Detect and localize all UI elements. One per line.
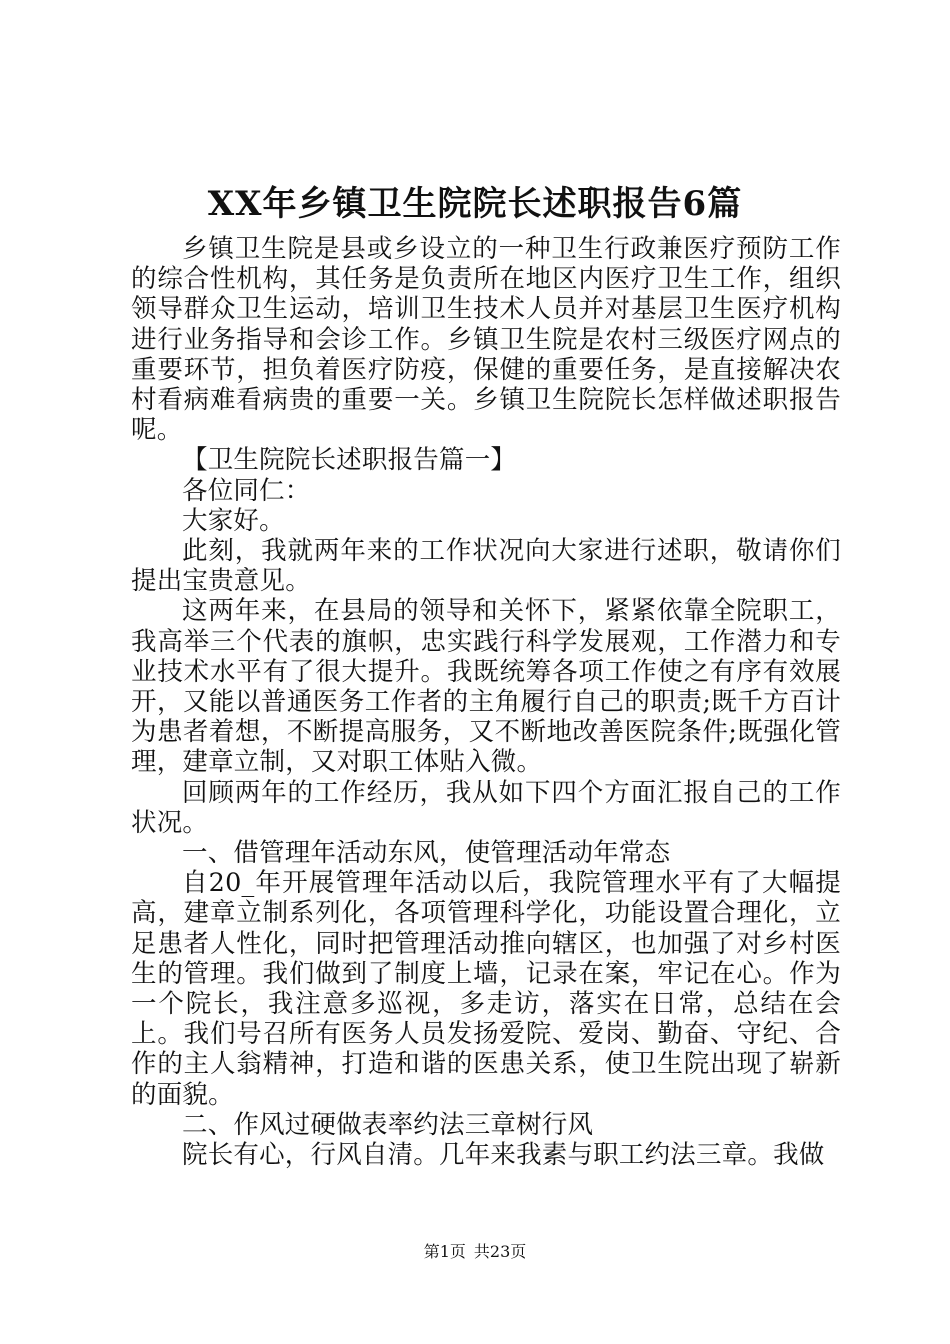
document-body <box>131 234 841 1170</box>
body-paragraph: 自20_年开展管理年活动以后，我院管理水平有了大幅提高，建章立制系列化，各项管理科学化，功能设置合理化，立足患者人性化，同时把管理活动推向辖区，也加强了对乡村医生的管理。我们做到了制度上墙，记录在案，牢记在心。作为一个院长，我注意多巡视，多走访，落实在日常，总结在会上。我们号召所有医务人员发扬爱院、爱岗、勤奋、守纪、合作的主人翁精神，打造和谐的医患关系，使卫生院出现了崭新的面貌。 <box>131 868 841 1110</box>
section-heading-part-one: 【卫生院院长述职报告篇一】 <box>182 445 517 476</box>
page-total: 共23页 <box>473 1242 527 1261</box>
subheading-one: 一、借管理年活动东风，使管理活动年常态 <box>182 838 671 869</box>
body-paragraph: 院长有心，行风自清。几年来我素与职工约法三章。我做 <box>182 1140 825 1171</box>
page-footer <box>0 1242 950 1262</box>
subheading-two: 二、作风过硬做表率约法三章树行风 <box>182 1109 594 1140</box>
document-title: XX年乡镇卫生院院长述职报告6篇 <box>207 184 743 224</box>
salutation: 各位同仁： <box>182 475 311 506</box>
body-paragraph: 回顾两年的工作经历，我从如下四个方面汇报自己的工作状况。 <box>131 777 841 838</box>
greeting: 大家好。 <box>182 505 285 536</box>
intro-paragraph: 乡镇卫生院是县或乡设立的一种卫生行政兼医疗预防工作的综合性机构，其任务是负责所在地区内医疗卫生工作，组织领导群众卫生运动，培训卫生技术人员并对基层卫生医疗机构进行业务指导和会诊工作。乡镇卫生院是农村三级医疗网点的重要环节，担负着医疗防疫，保健的重要任务，是直接解决农村看病难看病贵的重要一关。乡镇卫生院院长怎样做述职报告呢。 <box>131 234 841 446</box>
body-paragraph: 此刻，我就两年来的工作状况向大家进行述职，敬请你们提出宝贵意见。 <box>131 536 841 597</box>
page-number: 第1页 <box>423 1242 466 1261</box>
body-paragraph: 这两年来，在县局的领导和关怀下，紧紧依靠全院职工，我高举三个代表的旗帜，忠实践行科学发展观，工作潜力和专业技术水平有了很大提升。我既统筹各项工作使之有序有效展开，又能以普通医务工作者的主角履行自己的职责;既千方百计为患者着想，不断提高服务，又不断地改善医院条件;既强化管理，建章立制，又对职工体贴入微。 <box>131 596 841 778</box>
